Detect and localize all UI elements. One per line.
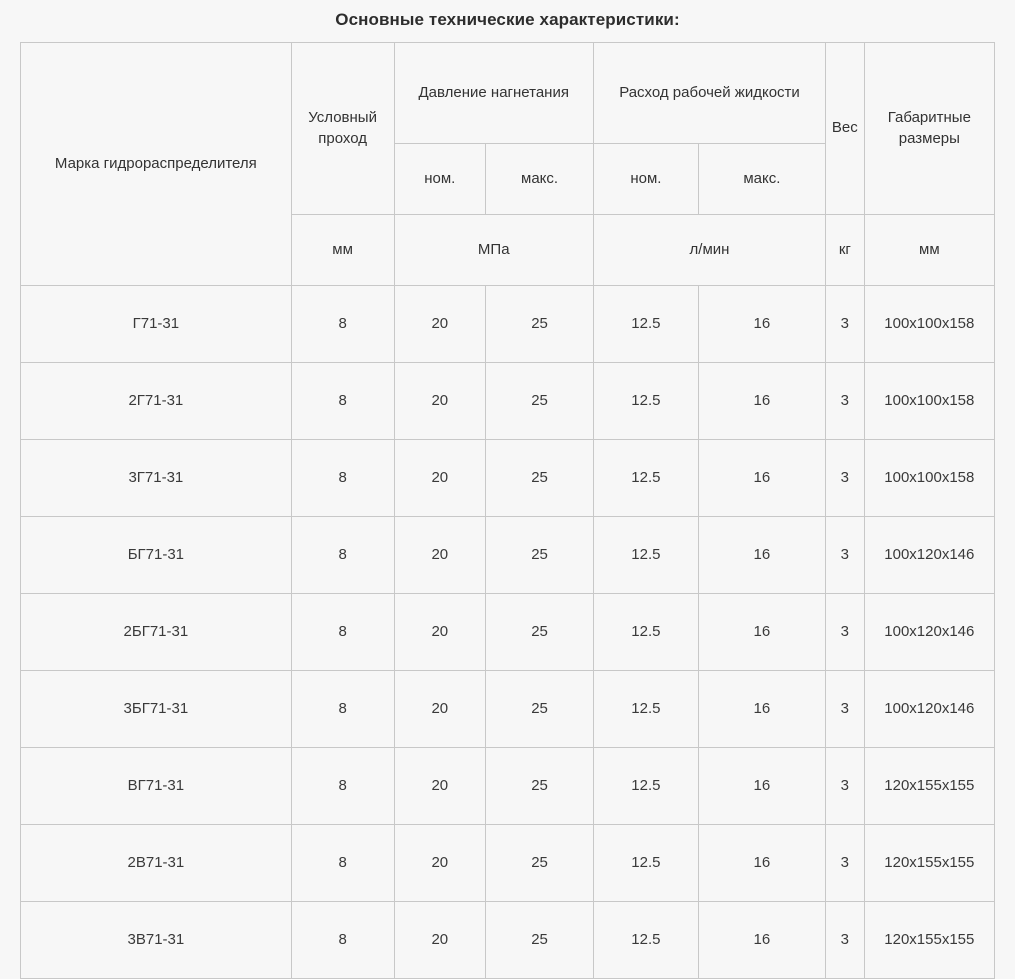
- cell-weight: 3: [826, 286, 865, 363]
- cell-dimensions: 120х155х155: [864, 748, 994, 825]
- cell-flow-nom: 12.5: [593, 902, 698, 979]
- table-body: [21, 286, 995, 979]
- table-container: [0, 42, 1015, 979]
- cell-flow-nom: 12.5: [593, 363, 698, 440]
- cell-mark: Г71-31: [21, 286, 292, 363]
- cell-passage: 8: [291, 671, 394, 748]
- cell-weight: 3: [826, 363, 865, 440]
- cell-pressure-nom: 20: [394, 286, 486, 363]
- cell-flow-max: 16: [698, 825, 825, 902]
- cell-weight: 3: [826, 594, 865, 671]
- cell-mark: 2БГ71-31: [21, 594, 292, 671]
- cell-flow-nom: 12.5: [593, 517, 698, 594]
- table-header: [21, 43, 995, 286]
- table-row: [21, 440, 995, 517]
- units-cell-pressure: МПа: [394, 215, 593, 286]
- header-cell-mark: Марка гидрораспределителя: [21, 43, 292, 286]
- cell-flow-nom: 12.5: [593, 671, 698, 748]
- cell-dimensions: 120х155х155: [864, 825, 994, 902]
- cell-pressure-max: 25: [486, 825, 594, 902]
- cell-passage: 8: [291, 594, 394, 671]
- cell-pressure-max: 25: [486, 594, 594, 671]
- cell-weight: 3: [826, 748, 865, 825]
- page-title: Основные технические характеристики:: [335, 10, 680, 29]
- cell-weight: 3: [826, 902, 865, 979]
- cell-dimensions: 100х120х146: [864, 594, 994, 671]
- cell-pressure-nom: 20: [394, 671, 486, 748]
- cell-dimensions: 100х100х158: [864, 286, 994, 363]
- table-row: [21, 594, 995, 671]
- cell-pressure-max: 25: [486, 902, 594, 979]
- cell-mark: 3Г71-31: [21, 440, 292, 517]
- header-cell-dimensions: Габаритные размеры: [864, 43, 994, 215]
- cell-flow-max: 16: [698, 363, 825, 440]
- cell-pressure-max: 25: [486, 363, 594, 440]
- cell-pressure-nom: 20: [394, 440, 486, 517]
- header-cell-pressure-max: макс.: [486, 144, 594, 215]
- units-cell-flow: л/мин: [593, 215, 825, 286]
- cell-pressure-max: 25: [486, 748, 594, 825]
- cell-pressure-nom: 20: [394, 594, 486, 671]
- cell-weight: 3: [826, 517, 865, 594]
- units-cell-weight: кг: [826, 215, 865, 286]
- cell-weight: 3: [826, 440, 865, 517]
- table-row: [21, 748, 995, 825]
- cell-flow-max: 16: [698, 440, 825, 517]
- table-row: [21, 671, 995, 748]
- header-cell-flow-max: макс.: [698, 144, 825, 215]
- table-row: [21, 286, 995, 363]
- cell-passage: 8: [291, 748, 394, 825]
- header-row-primary: [21, 43, 995, 144]
- specifications-table: [20, 42, 995, 979]
- cell-passage: 8: [291, 440, 394, 517]
- cell-pressure-max: 25: [486, 517, 594, 594]
- cell-flow-max: 16: [698, 286, 825, 363]
- cell-dimensions: 100х120х146: [864, 671, 994, 748]
- cell-flow-max: 16: [698, 902, 825, 979]
- cell-dimensions: 100х100х158: [864, 440, 994, 517]
- cell-pressure-nom: 20: [394, 825, 486, 902]
- cell-dimensions: 100х100х158: [864, 363, 994, 440]
- cell-dimensions: 120х155х155: [864, 902, 994, 979]
- cell-mark: БГ71-31: [21, 517, 292, 594]
- cell-flow-max: 16: [698, 517, 825, 594]
- cell-passage: 8: [291, 825, 394, 902]
- cell-passage: 8: [291, 517, 394, 594]
- cell-flow-nom: 12.5: [593, 748, 698, 825]
- cell-flow-nom: 12.5: [593, 440, 698, 517]
- units-cell-passage: мм: [291, 215, 394, 286]
- cell-flow-max: 16: [698, 594, 825, 671]
- cell-pressure-max: 25: [486, 440, 594, 517]
- cell-pressure-nom: 20: [394, 517, 486, 594]
- cell-flow-nom: 12.5: [593, 594, 698, 671]
- cell-mark: 3БГ71-31: [21, 671, 292, 748]
- units-cell-dimensions: мм: [864, 215, 994, 286]
- cell-passage: 8: [291, 286, 394, 363]
- cell-pressure-nom: 20: [394, 902, 486, 979]
- cell-flow-nom: 12.5: [593, 825, 698, 902]
- cell-pressure-nom: 20: [394, 748, 486, 825]
- cell-flow-nom: 12.5: [593, 286, 698, 363]
- header-cell-pressure: Давление нагнетания: [394, 43, 593, 144]
- cell-pressure-max: 25: [486, 286, 594, 363]
- cell-flow-max: 16: [698, 671, 825, 748]
- table-row: [21, 825, 995, 902]
- cell-pressure-nom: 20: [394, 363, 486, 440]
- header-cell-pressure-nom: ном.: [394, 144, 486, 215]
- cell-flow-max: 16: [698, 748, 825, 825]
- table-row: [21, 902, 995, 979]
- cell-mark: 2Г71-31: [21, 363, 292, 440]
- cell-dimensions: 100х120х146: [864, 517, 994, 594]
- cell-weight: 3: [826, 671, 865, 748]
- header-cell-weight: Вес: [826, 43, 865, 215]
- header-cell-flow: Расход рабочей жидкости: [593, 43, 825, 144]
- cell-passage: 8: [291, 902, 394, 979]
- cell-passage: 8: [291, 363, 394, 440]
- cell-mark: ВГ71-31: [21, 748, 292, 825]
- cell-pressure-max: 25: [486, 671, 594, 748]
- header-cell-flow-nom: ном.: [593, 144, 698, 215]
- cell-mark: 3В71-31: [21, 902, 292, 979]
- cell-mark: 2В71-31: [21, 825, 292, 902]
- table-row: [21, 363, 995, 440]
- header-cell-nominal-passage: Условный проход: [291, 43, 394, 215]
- table-row: [21, 517, 995, 594]
- cell-weight: 3: [826, 825, 865, 902]
